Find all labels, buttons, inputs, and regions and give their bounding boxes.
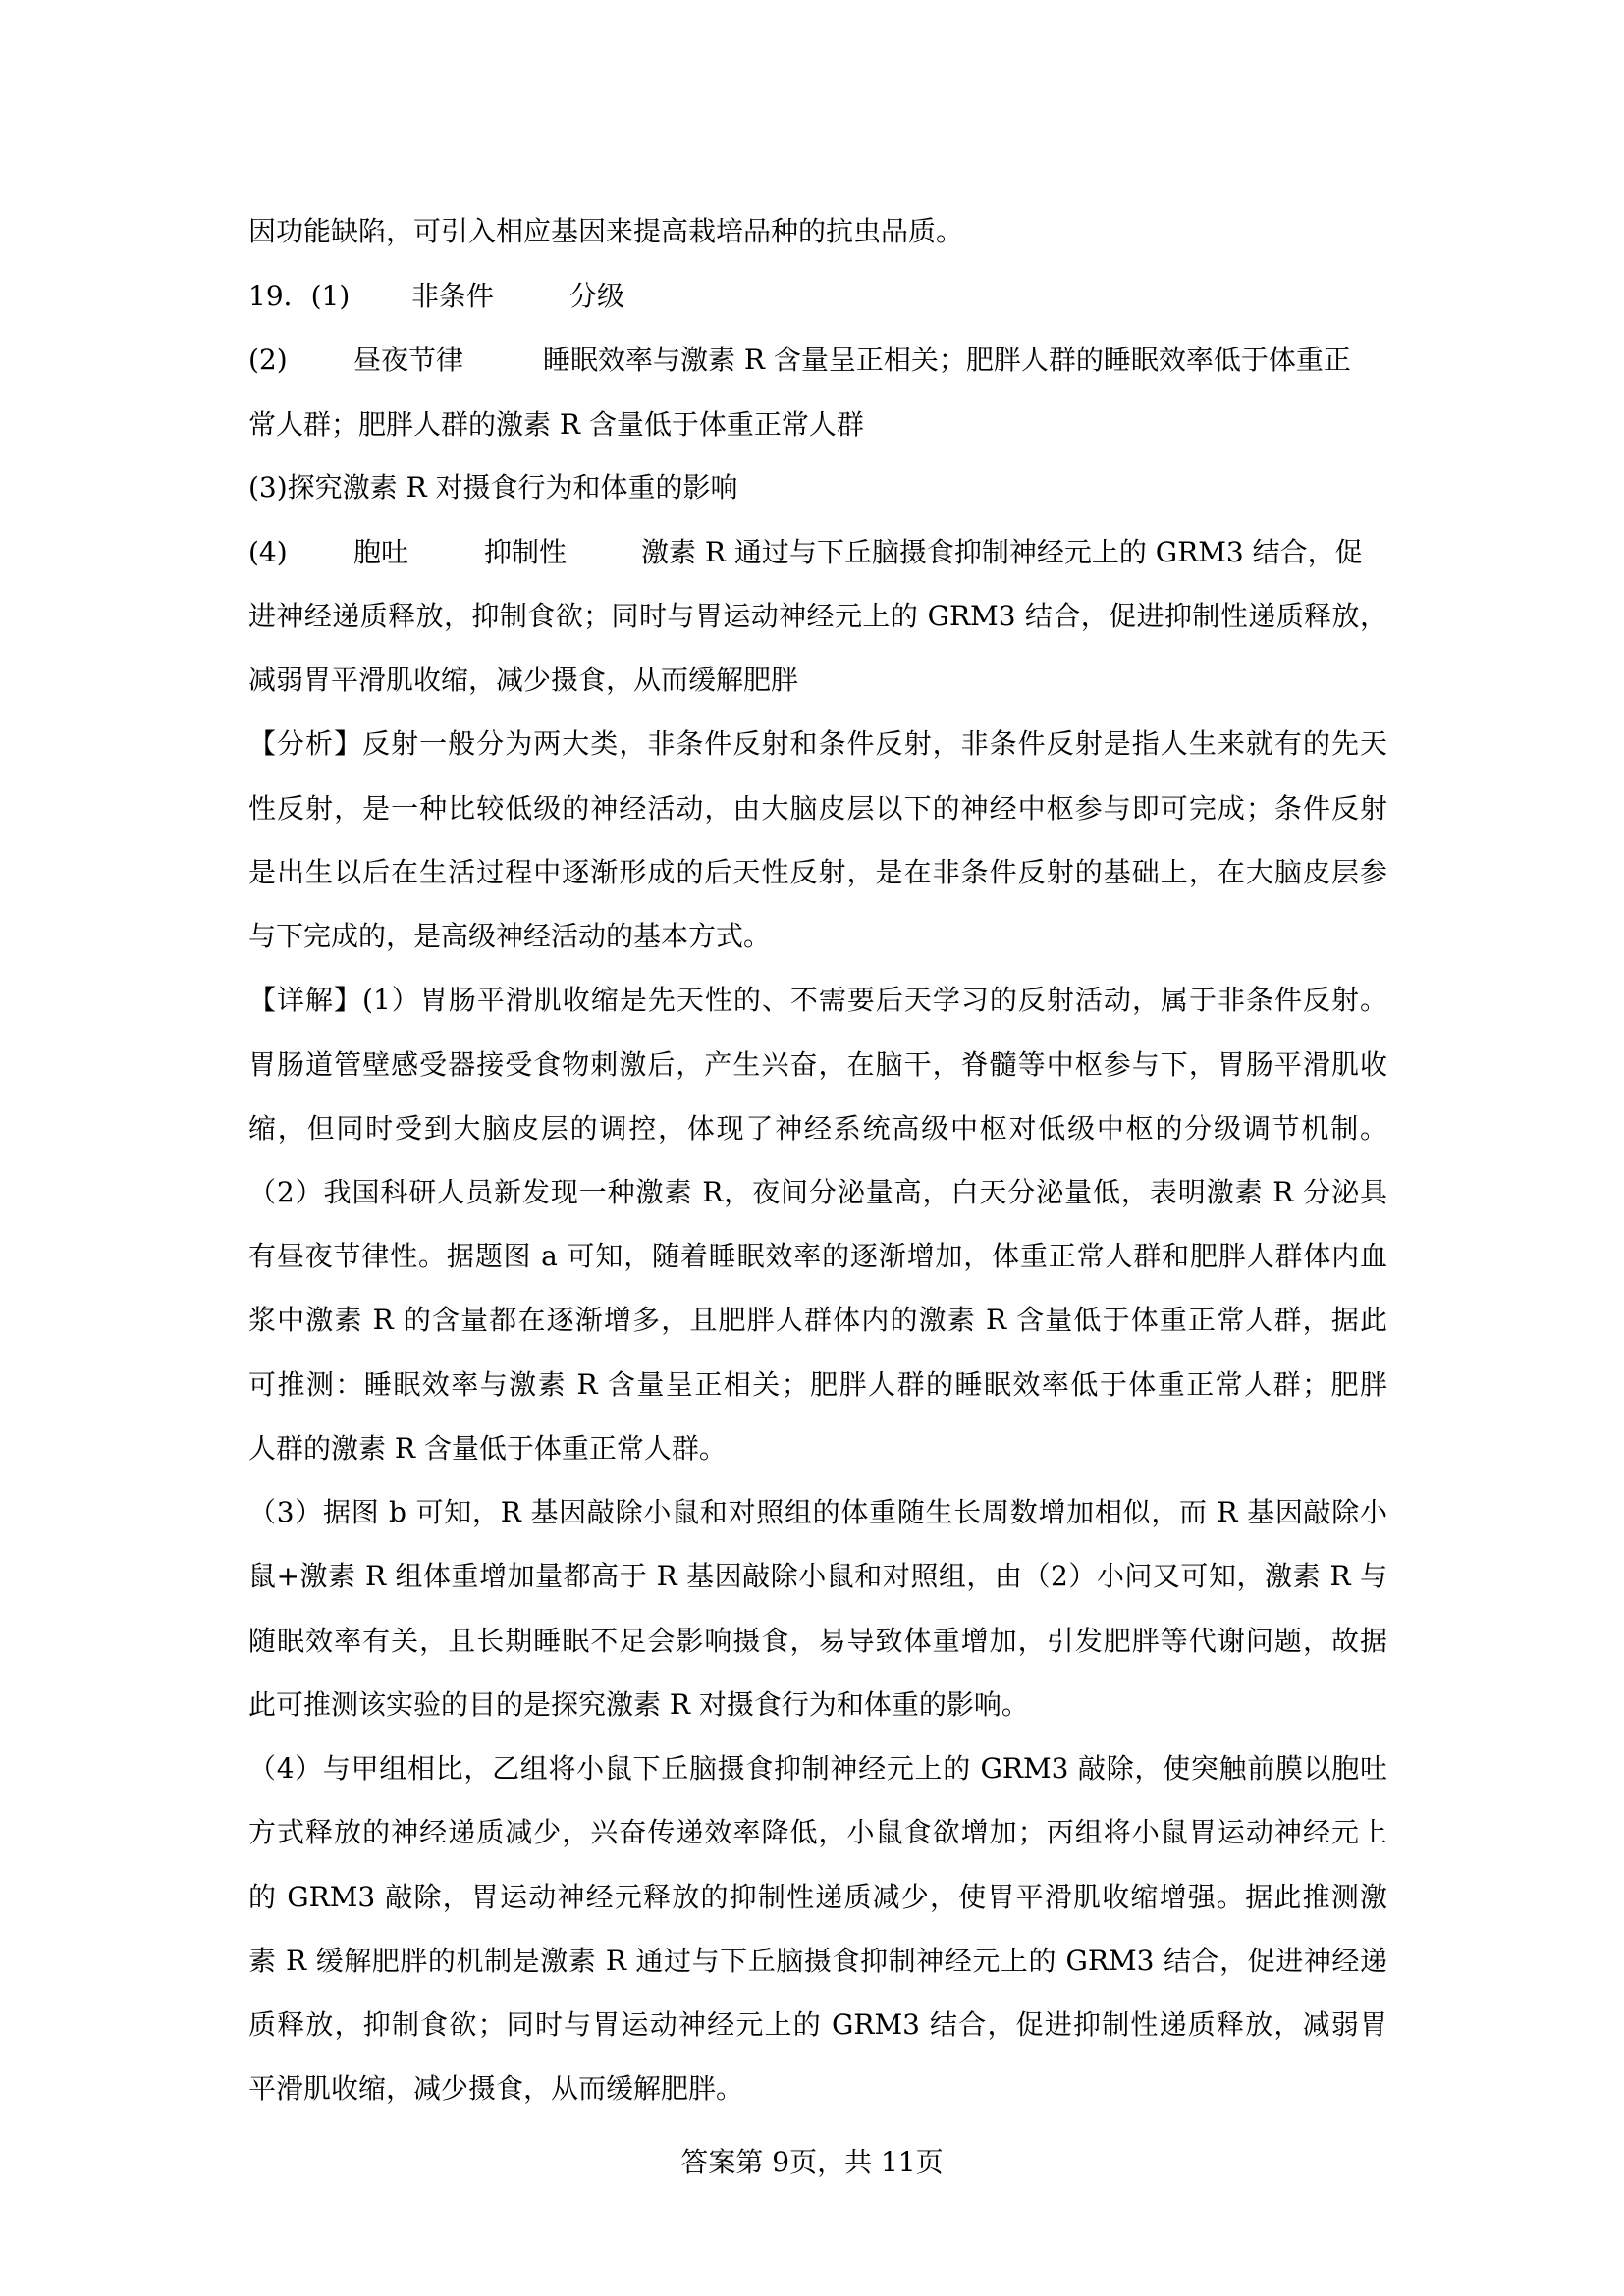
detail-line: 缩，但同时受到大脑皮层的调控，体现了神经系统高级中枢对低级中枢的分级调节机制。 [248,1112,1387,1145]
answer-19-q4-line3: 减弱胃平滑肌收缩，减少摄食，从而缓解肥胖 [248,664,799,696]
q2-answer-1: 昼夜节律 [353,344,464,376]
q2-number: (2) [248,344,288,376]
answer-19-q2-line2: 常人群；肥胖人群的激素 R 含量低于体重正常人群 [248,408,864,441]
detail-line: （4）与甲组相比，乙组将小鼠下丘脑摄食抑制神经元上的 GRM3 敲除，使突触前膜以胞吐 [248,1752,1387,1785]
detail-line: 素 R 缓解肥胖的机制是激素 R 通过与下丘脑摄食抑制神经元上的 GRM3 结合，促进神经递 [248,1945,1387,1977]
answer-19-q2-line1 [248,341,1387,380]
detail-line: 浆中激素 R 的含量都在逐渐增多，且肥胖人群体内的激素 R 含量低于体重正常人群，据此 [248,1304,1387,1336]
detail-line: 的 GRM3 敲除，胃运动神经元释放的抑制性递质减少，使胃平滑肌收缩增强。据此推测激 [248,1881,1387,1913]
q4-answer-2: 抑制性 [484,536,568,568]
q4-answer-1: 胞吐 [353,536,409,568]
detail-line: 方式释放的神经递质减少，兴奋传递效率降低，小鼠食欲增加；丙组将小鼠胃运动神经元上 [248,1816,1387,1848]
analysis-line: 【分析】反射一般分为两大类，非条件反射和条件反射，非条件反射是指人生来就有的先天 [248,727,1387,760]
analysis-line: 性反射，是一种比较低级的神经活动，由大脑皮层以下的神经中枢参与即可完成；条件反射 [248,792,1387,825]
page-footer: 答案第 9页，共 11页 [680,2146,944,2178]
detail-line: 此可推测该实验的目的是探究激素 R 对摄食行为和体重的影响。 [248,1688,1029,1721]
intro-line: 因功能缺陷，可引入相应基因来提高栽培品种的抗虫品质。 [248,215,964,247]
answer-19-q4-line1 [248,533,1387,572]
q4-answer-3: 激素 R 通过与下丘脑摄食抑制神经元上的 GRM3 结合，促 [641,536,1363,568]
q1-answer-1: 非条件 [411,280,495,312]
detail-line: 可推测：睡眠效率与激素 R 含量呈正相关；肥胖人群的睡眠效率低于体重正常人群；肥胖 [248,1368,1387,1401]
answer-19-q4-line2: 进神经递质释放，抑制食欲；同时与胃运动神经元上的 GRM3 结合，促进抑制性递质释放， [248,600,1387,632]
q4-number: (4) [248,536,288,568]
analysis-line: 与下完成的，是高级神经活动的基本方式。 [248,920,772,952]
detail-line: 平滑肌收缩，减少摄食，从而缓解肥胖。 [248,2072,744,2105]
detail-line: 鼠+激素 R 组体重增加量都高于 R 基因敲除小鼠和对照组，由（2）小问又可知，激素 R 与 [248,1560,1387,1592]
q1-number: 19．(1) [248,280,351,312]
analysis-line: 是出生以后在生活过程中逐渐形成的后天性反射，是在非条件反射的基础上，在大脑皮层参 [248,856,1387,888]
detail-line: 质释放，抑制食欲；同时与胃运动神经元上的 GRM3 结合，促进抑制性递质释放，减弱胃 [248,2008,1387,2041]
detail-line: 有昼夜节律性。据题图 a 可知，随着睡眠效率的逐渐增加，体重正常人群和肥胖人群体内血 [248,1240,1387,1272]
detail-line: 胃肠道管壁感受器接受食物刺激后，产生兴奋，在脑干，脊髓等中枢参与下，胃肠平滑肌收 [248,1048,1387,1081]
detail-line: 随眠效率有关，且长期睡眠不足会影响摄食，易导致体重增加，引发肥胖等代谢问题，故据 [248,1625,1387,1657]
q1-answer-2: 分级 [569,280,625,312]
detail-line: 【详解】(1）胃肠平滑肌收缩是先天性的、不需要后天学习的反射活动，属于非条件反射。 [248,984,1387,1016]
q2-answer-2: 睡眠效率与激素 R 含量呈正相关；肥胖人群的睡眠效率低于体重正 [543,344,1351,376]
detail-line: （3）据图 b 可知，R 基因敲除小鼠和对照组的体重随生长周数增加相似，而 R 基因敲除小 [248,1496,1387,1528]
detail-line: （2）我国科研人员新发现一种激素 R，夜间分泌量高，白天分泌量低，表明激素 R 分泌具 [248,1176,1387,1208]
answer-19-q1 [248,277,1387,316]
detail-line: 人群的激素 R 含量低于体重正常人群。 [248,1432,727,1465]
answer-19-q3: (3)探究激素 R 对摄食行为和体重的影响 [248,471,738,504]
